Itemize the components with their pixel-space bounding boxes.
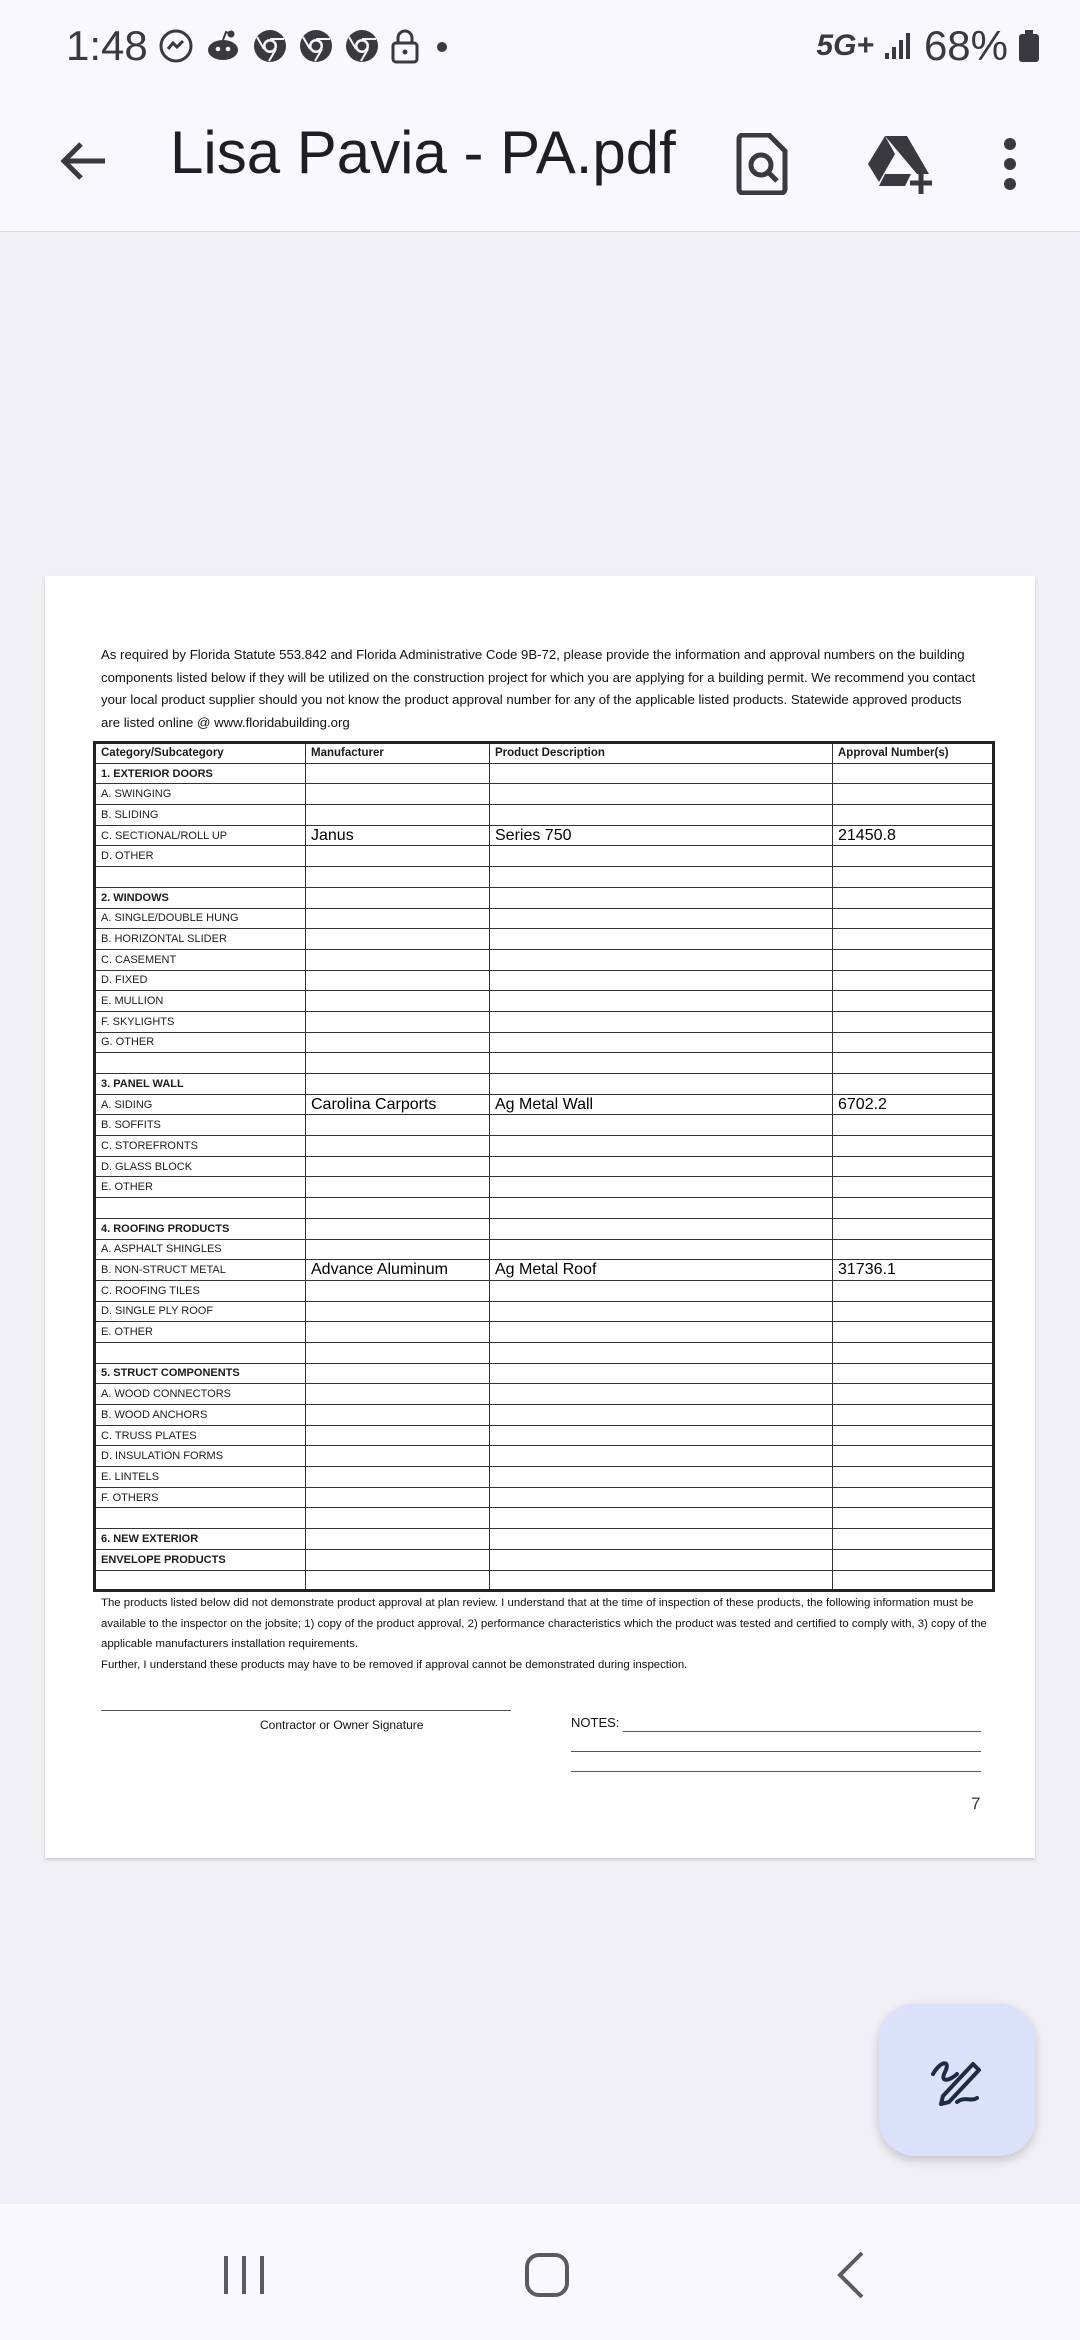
approval-number-cell (833, 1322, 994, 1343)
category-cell: A. ASPHALT SHINGLES (95, 1239, 306, 1260)
approval-number-cell (833, 763, 994, 784)
manufacturer-cell (306, 846, 490, 867)
chrome-icon (252, 28, 288, 64)
description-cell (490, 1136, 833, 1157)
intro-paragraph: As required by Florida Statute 553.842 and Florida Administrative Code 9B-72, please provide the information and approval numbers on the building components listed below if they will be utilized on the construction project for which you are applying for a building permit. We recommend you contact your local product supplier should you not know the product approval number for any of the applicable listed products. Statewide approved products are listed online @ www.floridabuilding.org (101, 647, 976, 730)
approval-number-cell (833, 1384, 994, 1405)
category-cell: C. CASEMENT (95, 949, 306, 970)
manufacturer-cell (306, 805, 490, 826)
category-cell: ENVELOPE PRODUCTS (95, 1549, 306, 1570)
signal-icon (884, 31, 914, 61)
approval-number-cell (833, 949, 994, 970)
category-cell (95, 1198, 306, 1219)
description-cell (490, 763, 833, 784)
notes-line (571, 1771, 981, 1772)
description-cell (490, 970, 833, 991)
category-cell: A. SINGLE/DOUBLE HUNG (95, 908, 306, 929)
description-cell (490, 1218, 833, 1239)
table-row (95, 1425, 994, 1446)
table-row (95, 1487, 994, 1508)
manufacturer-cell (306, 949, 490, 970)
manufacturer-cell (306, 1425, 490, 1446)
approval-number-cell (833, 1363, 994, 1384)
table-row (95, 1115, 994, 1136)
description-cell (490, 1508, 833, 1529)
description-cell (490, 1384, 833, 1405)
table-row (95, 991, 994, 1012)
manufacturer-cell (306, 1032, 490, 1053)
approval-number-cell: 21450.8 (833, 825, 994, 846)
table-row (95, 949, 994, 970)
recents-icon (220, 2252, 268, 2298)
reddit-icon (204, 28, 242, 64)
manufacturer-cell (306, 1363, 490, 1384)
approval-number-cell (833, 1508, 994, 1529)
app-bar (0, 96, 1080, 232)
category-cell: G. OTHER (95, 1032, 306, 1053)
approval-number-cell (833, 1446, 994, 1467)
description-cell (490, 1032, 833, 1053)
arrow-back-icon (57, 135, 109, 187)
more-options-button[interactable] (980, 126, 1040, 202)
description-cell (490, 929, 833, 950)
signature-line (101, 1710, 511, 1711)
table-row (95, 1177, 994, 1198)
category-cell: A. WOOD CONNECTORS (95, 1384, 306, 1405)
table-row (95, 1467, 994, 1488)
notes-line (623, 1731, 981, 1732)
description-cell (490, 846, 833, 867)
manufacturer-cell: Janus (306, 825, 490, 846)
table-row (95, 1301, 994, 1322)
category-cell: D. SINGLE PLY ROOF (95, 1301, 306, 1322)
approval-number-cell (833, 991, 994, 1012)
category-cell: E. OTHER (95, 1322, 306, 1343)
column-header: Approval Number(s) (833, 743, 994, 764)
table-row (95, 1342, 994, 1363)
approval-number-cell (833, 1549, 994, 1570)
manufacturer-cell (306, 1053, 490, 1074)
category-cell: D. FIXED (95, 970, 306, 991)
signature-label: Contractor or Owner Signature (260, 1718, 424, 1732)
notes-line (571, 1751, 981, 1752)
category-cell: C. SECTIONAL/ROLL UP (95, 825, 306, 846)
description-cell (490, 1177, 833, 1198)
table-row (95, 1322, 994, 1343)
table-row (95, 763, 994, 784)
description-cell (490, 991, 833, 1012)
table-row (95, 1549, 994, 1570)
category-cell: B. NON-STRUCT METAL (95, 1260, 306, 1281)
lock-icon (390, 28, 420, 64)
table-row (95, 1239, 994, 1260)
manufacturer-cell (306, 929, 490, 950)
approval-number-cell (833, 1074, 994, 1095)
battery-percent: 68% (923, 22, 1008, 69)
description-cell (490, 1011, 833, 1032)
description-cell (490, 1115, 833, 1136)
table-row (95, 887, 994, 908)
manufacturer-cell (306, 991, 490, 1012)
navigation-bar (0, 2204, 1080, 2340)
manufacturer-cell (306, 1198, 490, 1219)
approval-number-cell (833, 1425, 994, 1446)
table-row (95, 1032, 994, 1053)
manufacturer-cell (306, 763, 490, 784)
manufacturer-cell (306, 1570, 490, 1591)
category-cell: 2. WINDOWS (95, 887, 306, 908)
manufacturer-cell (306, 1549, 490, 1570)
approval-number-cell (833, 929, 994, 950)
table-row (95, 867, 994, 888)
approval-number-cell (833, 1198, 994, 1219)
manufacturer-cell (306, 887, 490, 908)
description-cell (490, 1053, 833, 1074)
description-cell (490, 1549, 833, 1570)
table-row (95, 1198, 994, 1219)
approval-number-cell (833, 1218, 994, 1239)
description-cell (490, 1446, 833, 1467)
approval-number-cell (833, 1239, 994, 1260)
description-cell (490, 1156, 833, 1177)
category-cell: A. SIDING (95, 1094, 306, 1115)
table-body (95, 763, 994, 1591)
category-cell: D. OTHER (95, 846, 306, 867)
chrome-icon (344, 28, 380, 64)
table-row (95, 1218, 994, 1239)
manufacturer-cell: Advance Aluminum (306, 1260, 490, 1281)
description-cell: Ag Metal Wall (490, 1094, 833, 1115)
category-cell: D. INSULATION FORMS (95, 1446, 306, 1467)
chevron-left-icon (830, 2249, 870, 2301)
approval-number-cell (833, 1280, 994, 1301)
edit-pen-icon (927, 2050, 987, 2110)
category-cell: B. SLIDING (95, 805, 306, 826)
approval-number-cell: 6702.2 (833, 1094, 994, 1115)
category-cell: 6. NEW EXTERIOR (95, 1529, 306, 1550)
category-cell: E. MULLION (95, 991, 306, 1012)
description-cell: Series 750 (490, 825, 833, 846)
manufacturer-cell (306, 1177, 490, 1198)
description-cell (490, 1570, 833, 1591)
approval-number-cell (833, 805, 994, 826)
description-cell (490, 1529, 833, 1550)
category-cell: A. SWINGING (95, 784, 306, 805)
status-time: 1:48 (66, 22, 148, 69)
category-cell (95, 1053, 306, 1074)
approval-number-cell (833, 1487, 994, 1508)
approval-number-cell (833, 1570, 994, 1591)
table-row (95, 970, 994, 991)
table-row (95, 929, 994, 950)
manufacturer-cell (306, 1467, 490, 1488)
category-cell (95, 1508, 306, 1529)
drive-add-icon (865, 134, 935, 194)
approval-number-cell (833, 1177, 994, 1198)
table-row (95, 784, 994, 805)
home-icon (523, 2251, 571, 2299)
category-cell: C. ROOFING TILES (95, 1280, 306, 1301)
category-cell: 1. EXTERIOR DOORS (95, 763, 306, 784)
manufacturer-cell (306, 1405, 490, 1426)
annotate-fab[interactable] (879, 2004, 1035, 2156)
description-cell (490, 908, 833, 929)
add-to-drive-button[interactable] (862, 126, 938, 202)
table-row (95, 825, 994, 846)
description-cell (490, 1467, 833, 1488)
category-cell: D. GLASS BLOCK (95, 1156, 306, 1177)
table-row (95, 1280, 994, 1301)
description-cell (490, 1074, 833, 1095)
description-cell (490, 1342, 833, 1363)
column-header: Manufacturer (306, 743, 490, 764)
description-cell (490, 1425, 833, 1446)
footnote-text: The products listed below did not demonstrate product approval at plan review. I understand that at the time of inspection of these products, the following information must be available to the inspector on the jobsite; 1) copy of the product approval, 2) performance characteristics which the product was tested and certified to comply with, 3) copy of the applicable manufacturers installation requirements. (101, 1597, 987, 1650)
category-cell: C. STOREFRONTS (95, 1136, 306, 1157)
manufacturer-cell (306, 1218, 490, 1239)
pdf-page[interactable] (45, 576, 1035, 1858)
column-header: Category/Subcategory (95, 743, 306, 764)
manufacturer-cell (306, 1074, 490, 1095)
description-cell (490, 1301, 833, 1322)
category-cell: C. TRUSS PLATES (95, 1425, 306, 1446)
table-row (95, 1446, 994, 1467)
more-vert-icon (1002, 136, 1018, 192)
chrome-icon (298, 28, 334, 64)
document-title: Lisa Pavia - PA.pdf (170, 119, 676, 186)
approval-number-cell (833, 784, 994, 805)
description-cell (490, 1280, 833, 1301)
table-row (95, 1074, 994, 1095)
manufacturer-cell (306, 1136, 490, 1157)
approval-number-cell (833, 1011, 994, 1032)
table-row (95, 1529, 994, 1550)
description-cell (490, 1198, 833, 1219)
approval-number-cell (833, 970, 994, 991)
approval-number-cell (833, 908, 994, 929)
home-button[interactable] (512, 2240, 582, 2310)
manufacturer-cell (306, 1322, 490, 1343)
manufacturer-cell (306, 1508, 490, 1529)
approval-number-cell (833, 887, 994, 908)
description-cell (490, 1322, 833, 1343)
footnote-text-2: Further, I understand these products may have to be removed if approval cannot be demonstrated during inspection. (101, 1658, 688, 1671)
category-cell: F. OTHERS (95, 1487, 306, 1508)
manufacturer-cell (306, 1384, 490, 1405)
search-document-button[interactable] (724, 126, 800, 202)
category-cell (95, 1342, 306, 1363)
description-cell: Ag Metal Roof (490, 1260, 833, 1281)
manufacturer-cell (306, 1115, 490, 1136)
back-nav-button[interactable] (815, 2240, 885, 2310)
messenger-icon (158, 28, 194, 64)
approval-number-cell (833, 1529, 994, 1550)
category-cell: F. SKYLIGHTS (95, 1011, 306, 1032)
manufacturer-cell (306, 1487, 490, 1508)
manufacturer-cell (306, 867, 490, 888)
approval-number-cell (833, 1301, 994, 1322)
approval-number-cell (833, 1467, 994, 1488)
approval-number-cell (833, 1405, 994, 1426)
description-cell (490, 867, 833, 888)
description-cell (490, 1363, 833, 1384)
category-cell: 5. STRUCT COMPONENTS (95, 1363, 306, 1384)
manufacturer-cell: Carolina Carports (306, 1094, 490, 1115)
approval-number-cell (833, 1053, 994, 1074)
description-cell (490, 784, 833, 805)
table-row (95, 1260, 994, 1281)
column-header: Product Description (490, 743, 833, 764)
approval-number-cell (833, 846, 994, 867)
battery-icon (1018, 29, 1040, 63)
table-row (95, 908, 994, 929)
description-cell (490, 1487, 833, 1508)
manufacturer-cell (306, 970, 490, 991)
category-cell: 4. ROOFING PRODUCTS (95, 1218, 306, 1239)
page-number: 7 (971, 1794, 981, 1813)
status-right (816, 22, 1040, 70)
table-row (95, 846, 994, 867)
manufacturer-cell (306, 1156, 490, 1177)
category-cell: 3. PANEL WALL (95, 1074, 306, 1095)
table-row (95, 1156, 994, 1177)
manufacturer-cell (306, 1301, 490, 1322)
table-row (95, 1053, 994, 1074)
manufacturer-cell (306, 1529, 490, 1550)
description-cell (490, 887, 833, 908)
approval-number-cell (833, 867, 994, 888)
description-cell (490, 949, 833, 970)
table-row (95, 1363, 994, 1384)
find-in-page-icon (735, 133, 789, 195)
category-cell: B. HORIZONTAL SLIDER (95, 929, 306, 950)
approval-number-cell (833, 1115, 994, 1136)
description-cell (490, 1405, 833, 1426)
network-type: 5G+ (816, 29, 874, 62)
product-approval-table (93, 741, 995, 1592)
notification-icons (158, 28, 454, 64)
table-row (95, 1011, 994, 1032)
approval-number-cell: 31736.1 (833, 1260, 994, 1281)
category-cell: B. WOOD ANCHORS (95, 1405, 306, 1426)
manufacturer-cell (306, 1280, 490, 1301)
table-row (95, 1405, 994, 1426)
description-cell (490, 1239, 833, 1260)
table-row (95, 1508, 994, 1529)
manufacturer-cell (306, 784, 490, 805)
category-cell (95, 1570, 306, 1591)
back-button[interactable] (48, 126, 118, 196)
manufacturer-cell (306, 1011, 490, 1032)
notes-label: NOTES: (571, 1715, 620, 1730)
category-cell (95, 867, 306, 888)
dot-icon (430, 28, 454, 64)
category-cell: E. LINTELS (95, 1467, 306, 1488)
approval-number-cell (833, 1342, 994, 1363)
table-row (95, 1570, 994, 1591)
approval-number-cell (833, 1032, 994, 1053)
manufacturer-cell (306, 1446, 490, 1467)
manufacturer-cell (306, 1239, 490, 1260)
category-cell: E. OTHER (95, 1177, 306, 1198)
table-row (95, 805, 994, 826)
manufacturer-cell (306, 1342, 490, 1363)
table-header-row (95, 743, 994, 764)
table-row (95, 1136, 994, 1157)
manufacturer-cell (306, 908, 490, 929)
category-cell: B. SOFFITS (95, 1115, 306, 1136)
table-row (95, 1384, 994, 1405)
recent-apps-button[interactable] (209, 2240, 279, 2310)
footnote (101, 1593, 991, 1675)
approval-number-cell (833, 1136, 994, 1157)
table-row (95, 1094, 994, 1115)
status-bar (0, 0, 1080, 96)
approval-number-cell (833, 1156, 994, 1177)
description-cell (490, 805, 833, 826)
